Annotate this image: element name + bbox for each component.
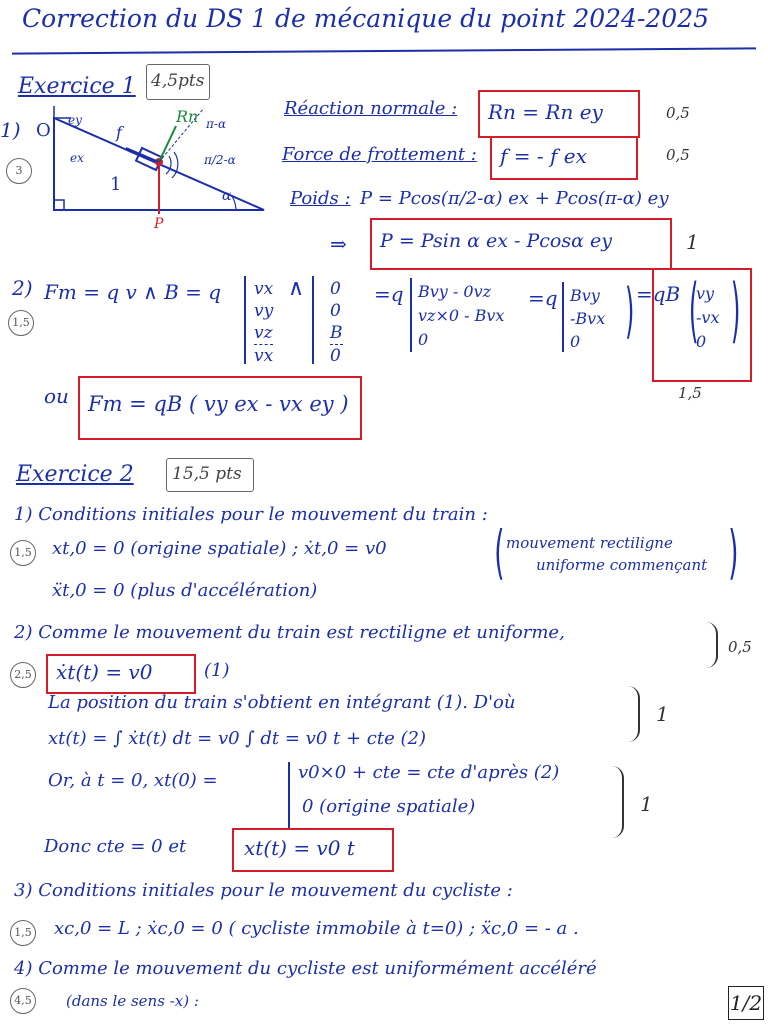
lorentz-matrix-2: Bvy -Bvx 0 [570, 286, 606, 351]
ex-label: ex [70, 151, 84, 165]
ex2-q2-final: xt(t) = v0 t [244, 836, 355, 860]
ex1-q1-label: 1) [0, 118, 21, 142]
exercise1-points: 4,5pts [151, 71, 205, 91]
angle-label-2: π/2-α [204, 153, 236, 167]
f-equation: f = - f ex [500, 144, 587, 168]
velocity-components: vx vy vz vx [254, 279, 274, 366]
origin-label: O [36, 120, 51, 141]
lorentz-points: 1,5 [678, 384, 702, 402]
angle-arc-2 [172, 152, 178, 178]
ex2-q2-points-b: 1 [656, 702, 669, 726]
page-title: Correction du DS 1 de mécanique du point 2024-2025 [22, 4, 710, 33]
field-components: 0 0 B 0 [330, 279, 343, 366]
ex2-q2-ref: (1) [204, 660, 230, 681]
lorentz-eq4: =qB [636, 282, 681, 306]
ey-label: ey [68, 113, 82, 127]
mass-label: 1 [110, 174, 122, 195]
lorentz-matrix-3: vy -vx 0 [696, 284, 720, 351]
cross-symbol: ∧ [288, 276, 305, 301]
ex2-q2-score: 2,5 [10, 662, 36, 688]
rn-points: 0,5 [666, 104, 690, 122]
f-points: 0,5 [666, 146, 690, 164]
rn-equation: Rn = Rn ey [488, 100, 603, 124]
ex2-q2-box-eq: ẋt(t) = v0 [56, 660, 153, 684]
ex2-q1-score: 1,5 [10, 540, 36, 566]
alpha-label: α [222, 188, 232, 204]
p-label: Poids : [290, 188, 351, 209]
ex1-q2-score: 1,5 [8, 310, 34, 336]
friction-vector [126, 148, 159, 162]
page-number: 1/2 [728, 986, 764, 1020]
reaction-label: Rn [176, 107, 199, 126]
p-equation: P = Pcos(π/2-α) ex + Pcos(π-α) ey [360, 188, 669, 209]
title-underline [12, 47, 756, 54]
lorentz-or: ou [44, 384, 69, 408]
lorentz-matrix-1: Bvy - 0vz vz×0 - Bvx 0 [418, 282, 505, 349]
lorentz-lhs: Fm = q v ∧ B = q [44, 280, 222, 304]
p-result: P = Psin α ex - Pcosα ey [380, 230, 612, 252]
rn-label: Réaction normale : [284, 98, 458, 119]
ex2-q2-line2: La position du train s'obtient en intégrant (1). D'où [48, 692, 516, 713]
lorentz-eq3: =q [528, 286, 558, 310]
ex2-q1-b: ẍt,0 = 0 (plus d'accélération) [52, 580, 318, 601]
ex2-q1-note2: uniforme commençant [536, 556, 708, 574]
implies-arrow: ⇒ [330, 232, 347, 256]
ex2-q2-points-c: 1 [640, 792, 653, 816]
normal-reaction-vector [159, 126, 176, 162]
ex2-q2-line4b: 0 (origine spatiale) [302, 796, 476, 817]
p-points: 1 [686, 230, 699, 254]
ex2-q1-note1: mouvement rectiligne [506, 534, 673, 552]
ex2-q1-a: xt,0 = 0 (origine spatiale) ; ẋt,0 = v0 [52, 538, 387, 559]
exercise2-title: Exercice 2 [16, 462, 134, 487]
ex1-q1-score: 3 [6, 158, 32, 184]
exercise1-title: Exercice 1 [18, 74, 136, 99]
ex2-q3: 3) Conditions initiales pour le mouvement du cycliste : [14, 880, 513, 901]
ex2-q1: 1) Conditions initiales pour le mouvement du train : [14, 504, 488, 525]
lorentz-final: Fm = qB ( vy ex - vx ey ) [88, 392, 349, 416]
angle-label-1: π-α [206, 117, 227, 131]
exercise2-points: 15,5 pts [172, 464, 242, 484]
ex2-q4-score: 4,5 [10, 988, 36, 1014]
ex2-q3-score: 1,5 [10, 920, 36, 946]
ex2-q3-a: xc,0 = L ; ẋc,0 = 0 ( cycliste immobile à t=0) ; ẍc,0 = - a . [54, 918, 579, 939]
lorentz-eq2: =q [374, 282, 404, 306]
ex2-q2-line4: Or, à t = 0, xt(0) = [48, 770, 218, 791]
ex2-q2-points-a: 0,5 [728, 638, 752, 656]
ex2-q2-line4a: v0×0 + cte = cte d'après (2) [298, 762, 560, 783]
f-label: Force de frottement : [282, 144, 477, 165]
angle-arc-1 [166, 156, 171, 174]
ex1-q2-label: 2) [12, 276, 33, 300]
weight-label: P [154, 216, 164, 232]
ex2-q2-line3: xt(t) = ∫ ẋt(t) dt = v0 ∫ dt = v0 t + cte (2) [48, 728, 426, 749]
ex2-q2-line5: Donc cte = 0 et [44, 836, 187, 857]
inclined-plane-diagram [26, 96, 290, 232]
ex2-q4-b: (dans le sens -x) : [66, 992, 199, 1010]
ex2-q4: 4) Comme le mouvement du cycliste est uniformément accéléré [14, 958, 597, 979]
friction-label: f [116, 123, 122, 142]
ex2-q2: 2) Comme le mouvement du train est rectiligne et uniforme, [14, 622, 565, 643]
